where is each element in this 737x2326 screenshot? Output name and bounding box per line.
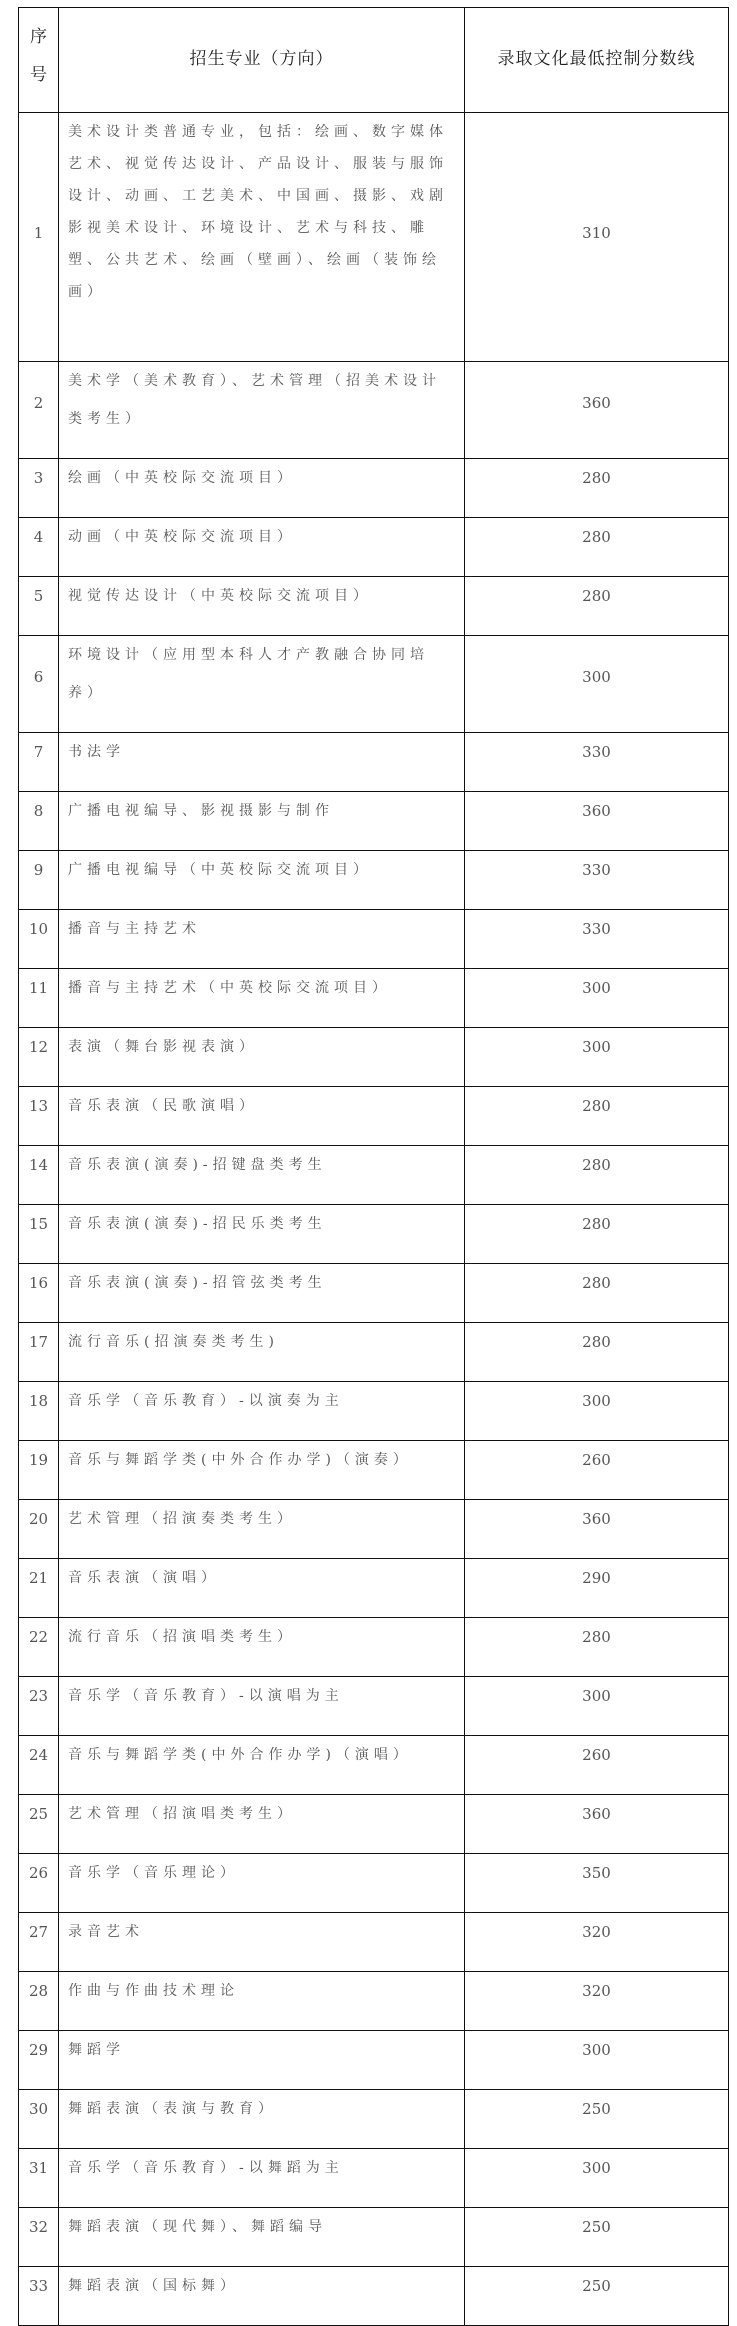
row-score: 260 xyxy=(465,1736,729,1795)
table-row xyxy=(19,792,729,851)
row-number: 5 xyxy=(19,577,59,636)
row-number: 22 xyxy=(19,1618,59,1677)
header-seq-line2: 号 xyxy=(30,65,47,85)
table-row xyxy=(19,969,729,1028)
major-line: 动画（中英校际交流项目） xyxy=(68,529,296,545)
row-major xyxy=(59,1441,465,1500)
row-score: 280 xyxy=(465,577,729,636)
row-major xyxy=(59,1205,465,1264)
row-number: 3 xyxy=(19,459,59,518)
header-major: 招生专业（方向） xyxy=(59,8,465,113)
table-row xyxy=(19,1146,729,1205)
major-line: 音乐表演(演奏)-招民乐类考生 xyxy=(68,1216,327,1232)
major-line: 表演（舞台影视表演） xyxy=(68,1039,258,1055)
table-row xyxy=(19,1854,729,1913)
row-score: 300 xyxy=(465,636,729,733)
major-line: 舞蹈表演（表演与教育） xyxy=(68,2101,277,2117)
admission-score-table xyxy=(18,7,729,2326)
row-number: 6 xyxy=(19,636,59,733)
row-score: 280 xyxy=(465,459,729,518)
major-line: 录音艺术 xyxy=(68,1924,144,1940)
row-number: 10 xyxy=(19,910,59,969)
table-row xyxy=(19,113,729,362)
table-row xyxy=(19,1677,729,1736)
row-score: 280 xyxy=(465,1087,729,1146)
row-score: 290 xyxy=(465,1559,729,1618)
row-number: 21 xyxy=(19,1559,59,1618)
row-number: 32 xyxy=(19,2208,59,2267)
row-score: 300 xyxy=(465,969,729,1028)
row-major xyxy=(59,2090,465,2149)
table-row xyxy=(19,459,729,518)
row-major xyxy=(59,969,465,1028)
row-major xyxy=(59,1618,465,1677)
major-line: 绘画（中英校际交流项目） xyxy=(68,470,296,486)
row-major xyxy=(59,792,465,851)
table-header-row xyxy=(19,8,729,113)
row-number: 11 xyxy=(19,969,59,1028)
row-number: 26 xyxy=(19,1854,59,1913)
major-line: 音乐表演(演奏)-招管弦类考生 xyxy=(68,1275,327,1291)
row-major xyxy=(59,1500,465,1559)
major-line: 环境设计（应用型本科人才产教融合协同培 xyxy=(68,647,429,663)
row-major xyxy=(59,518,465,577)
row-major xyxy=(59,1323,465,1382)
table-row xyxy=(19,851,729,910)
row-score: 250 xyxy=(465,2208,729,2267)
table-row xyxy=(19,2267,729,2326)
table-row xyxy=(19,2031,729,2090)
row-number: 12 xyxy=(19,1028,59,1087)
row-score: 300 xyxy=(465,1677,729,1736)
header-seq-line1: 序 xyxy=(30,27,47,47)
table-row xyxy=(19,910,729,969)
table-row xyxy=(19,733,729,792)
table-row xyxy=(19,518,729,577)
row-number: 19 xyxy=(19,1441,59,1500)
major-line: 流行音乐（招演唱类考生） xyxy=(68,1629,296,1645)
row-number: 33 xyxy=(19,2267,59,2326)
table-row xyxy=(19,1913,729,1972)
row-score: 280 xyxy=(465,1205,729,1264)
row-major xyxy=(59,851,465,910)
major-line: 类考生） xyxy=(68,411,144,427)
major-line: 书法学 xyxy=(68,744,125,760)
row-major xyxy=(59,636,465,733)
table-row xyxy=(19,1972,729,2031)
row-major xyxy=(59,362,465,459)
major-line: 音乐表演（民歌演唱） xyxy=(68,1098,258,1114)
row-score: 310 xyxy=(465,113,729,362)
table-row xyxy=(19,362,729,459)
table-row xyxy=(19,2090,729,2149)
table-row xyxy=(19,1205,729,1264)
major-line: 视觉传达设计（中英校际交流项目） xyxy=(68,588,372,604)
major-line: 画） xyxy=(68,284,106,300)
row-score: 360 xyxy=(465,1500,729,1559)
table-row xyxy=(19,1795,729,1854)
row-score: 300 xyxy=(465,2149,729,2208)
table-row xyxy=(19,1264,729,1323)
table-row xyxy=(19,1500,729,1559)
major-line: 舞蹈表演（现代舞）、舞蹈编导 xyxy=(68,2219,327,2235)
row-major xyxy=(59,2149,465,2208)
major-line: 音乐学（音乐教育）-以演唱为主 xyxy=(68,1688,344,1704)
row-score: 280 xyxy=(465,1323,729,1382)
row-score: 360 xyxy=(465,362,729,459)
row-number: 14 xyxy=(19,1146,59,1205)
row-number: 1 xyxy=(19,113,59,362)
row-number: 8 xyxy=(19,792,59,851)
major-line: 音乐表演（演唱） xyxy=(68,1570,220,1586)
row-score: 260 xyxy=(465,1441,729,1500)
row-major xyxy=(59,1559,465,1618)
row-major xyxy=(59,1382,465,1441)
major-line: 作曲与作曲技术理论 xyxy=(68,1983,239,1999)
table-row xyxy=(19,1441,729,1500)
major-line: 播音与主持艺术 xyxy=(68,921,201,937)
major-line: 美术学（美术教育）、艺术管理（招美术设计 xyxy=(68,373,441,389)
row-number: 2 xyxy=(19,362,59,459)
major-line: 设计、动画、工艺美术、中国画、摄影、戏剧 xyxy=(68,188,448,204)
row-number: 29 xyxy=(19,2031,59,2090)
table-row xyxy=(19,1559,729,1618)
row-score: 280 xyxy=(465,1264,729,1323)
row-score: 280 xyxy=(465,1146,729,1205)
row-score: 280 xyxy=(465,518,729,577)
major-line: 广播电视编导、影视摄影与制作 xyxy=(68,803,334,819)
row-score: 320 xyxy=(465,1972,729,2031)
row-score: 280 xyxy=(465,1618,729,1677)
row-number: 24 xyxy=(19,1736,59,1795)
row-major xyxy=(59,459,465,518)
row-major xyxy=(59,910,465,969)
major-line: 播音与主持艺术（中英校际交流项目） xyxy=(68,980,391,996)
table-row xyxy=(19,1736,729,1795)
row-number: 7 xyxy=(19,733,59,792)
row-major xyxy=(59,1264,465,1323)
table-body xyxy=(19,113,729,2326)
row-major xyxy=(59,1028,465,1087)
table-row xyxy=(19,1323,729,1382)
major-line: 艺术管理（招演奏类考生） xyxy=(68,1511,296,1527)
row-major xyxy=(59,577,465,636)
row-score: 300 xyxy=(465,2031,729,2090)
major-line: 美术设计类普通专业，包括：绘画、数字媒体 xyxy=(68,124,448,140)
major-line: 音乐表演(演奏)-招键盘类考生 xyxy=(68,1157,327,1173)
major-line: 音乐学（音乐理论） xyxy=(68,1865,239,1881)
major-line: 广播电视编导（中英校际交流项目） xyxy=(68,862,372,878)
row-number: 13 xyxy=(19,1087,59,1146)
major-line: 艺术管理（招演唱类考生） xyxy=(68,1806,296,1822)
row-major xyxy=(59,1146,465,1205)
row-score: 300 xyxy=(465,1028,729,1087)
row-major xyxy=(59,1795,465,1854)
row-major xyxy=(59,1972,465,2031)
row-major xyxy=(59,733,465,792)
row-major xyxy=(59,2267,465,2326)
row-number: 17 xyxy=(19,1323,59,1382)
row-number: 18 xyxy=(19,1382,59,1441)
row-number: 9 xyxy=(19,851,59,910)
table-row xyxy=(19,2149,729,2208)
row-number: 15 xyxy=(19,1205,59,1264)
row-score: 330 xyxy=(465,910,729,969)
row-number: 28 xyxy=(19,1972,59,2031)
row-major xyxy=(59,113,465,362)
row-major xyxy=(59,1087,465,1146)
major-line: 音乐学（音乐教育）-以演奏为主 xyxy=(68,1393,344,1409)
row-major xyxy=(59,2031,465,2090)
row-major xyxy=(59,2208,465,2267)
row-score: 300 xyxy=(465,1382,729,1441)
header-seq xyxy=(19,8,59,113)
row-major xyxy=(59,1913,465,1972)
row-number: 4 xyxy=(19,518,59,577)
row-number: 23 xyxy=(19,1677,59,1736)
major-line: 舞蹈表演（国标舞） xyxy=(68,2278,239,2294)
major-line: 音乐学（音乐教育）-以舞蹈为主 xyxy=(68,2160,344,2176)
row-score: 320 xyxy=(465,1913,729,1972)
major-line: 养） xyxy=(68,685,106,701)
row-score: 330 xyxy=(465,733,729,792)
table-row xyxy=(19,577,729,636)
row-score: 360 xyxy=(465,792,729,851)
row-score: 360 xyxy=(465,1795,729,1854)
table-row xyxy=(19,1618,729,1677)
major-line: 音乐与舞蹈学类(中外合作办学)（演唱） xyxy=(68,1747,412,1763)
row-major xyxy=(59,1854,465,1913)
row-major xyxy=(59,1736,465,1795)
row-major xyxy=(59,1677,465,1736)
major-line: 影视美术设计、环境设计、艺术与科技、雕 xyxy=(68,220,429,236)
table-row xyxy=(19,636,729,733)
row-number: 20 xyxy=(19,1500,59,1559)
row-score: 250 xyxy=(465,2090,729,2149)
major-line: 流行音乐(招演奏类考生) xyxy=(68,1334,279,1350)
major-line: 艺术、视觉传达设计、产品设计、服装与服饰 xyxy=(68,156,448,172)
row-score: 250 xyxy=(465,2267,729,2326)
major-line: 塑、公共艺术、绘画（壁画）、绘画（装饰绘 xyxy=(68,252,441,268)
major-line: 音乐与舞蹈学类(中外合作办学)（演奏） xyxy=(68,1452,412,1468)
major-line: 舞蹈学 xyxy=(68,2042,125,2058)
table-row xyxy=(19,1028,729,1087)
row-score: 330 xyxy=(465,851,729,910)
row-number: 31 xyxy=(19,2149,59,2208)
table-row xyxy=(19,2208,729,2267)
header-score: 录取文化最低控制分数线 xyxy=(465,8,729,113)
row-number: 25 xyxy=(19,1795,59,1854)
row-number: 27 xyxy=(19,1913,59,1972)
table-row xyxy=(19,1087,729,1146)
row-number: 16 xyxy=(19,1264,59,1323)
row-number: 30 xyxy=(19,2090,59,2149)
row-score: 350 xyxy=(465,1854,729,1913)
table-row xyxy=(19,1382,729,1441)
